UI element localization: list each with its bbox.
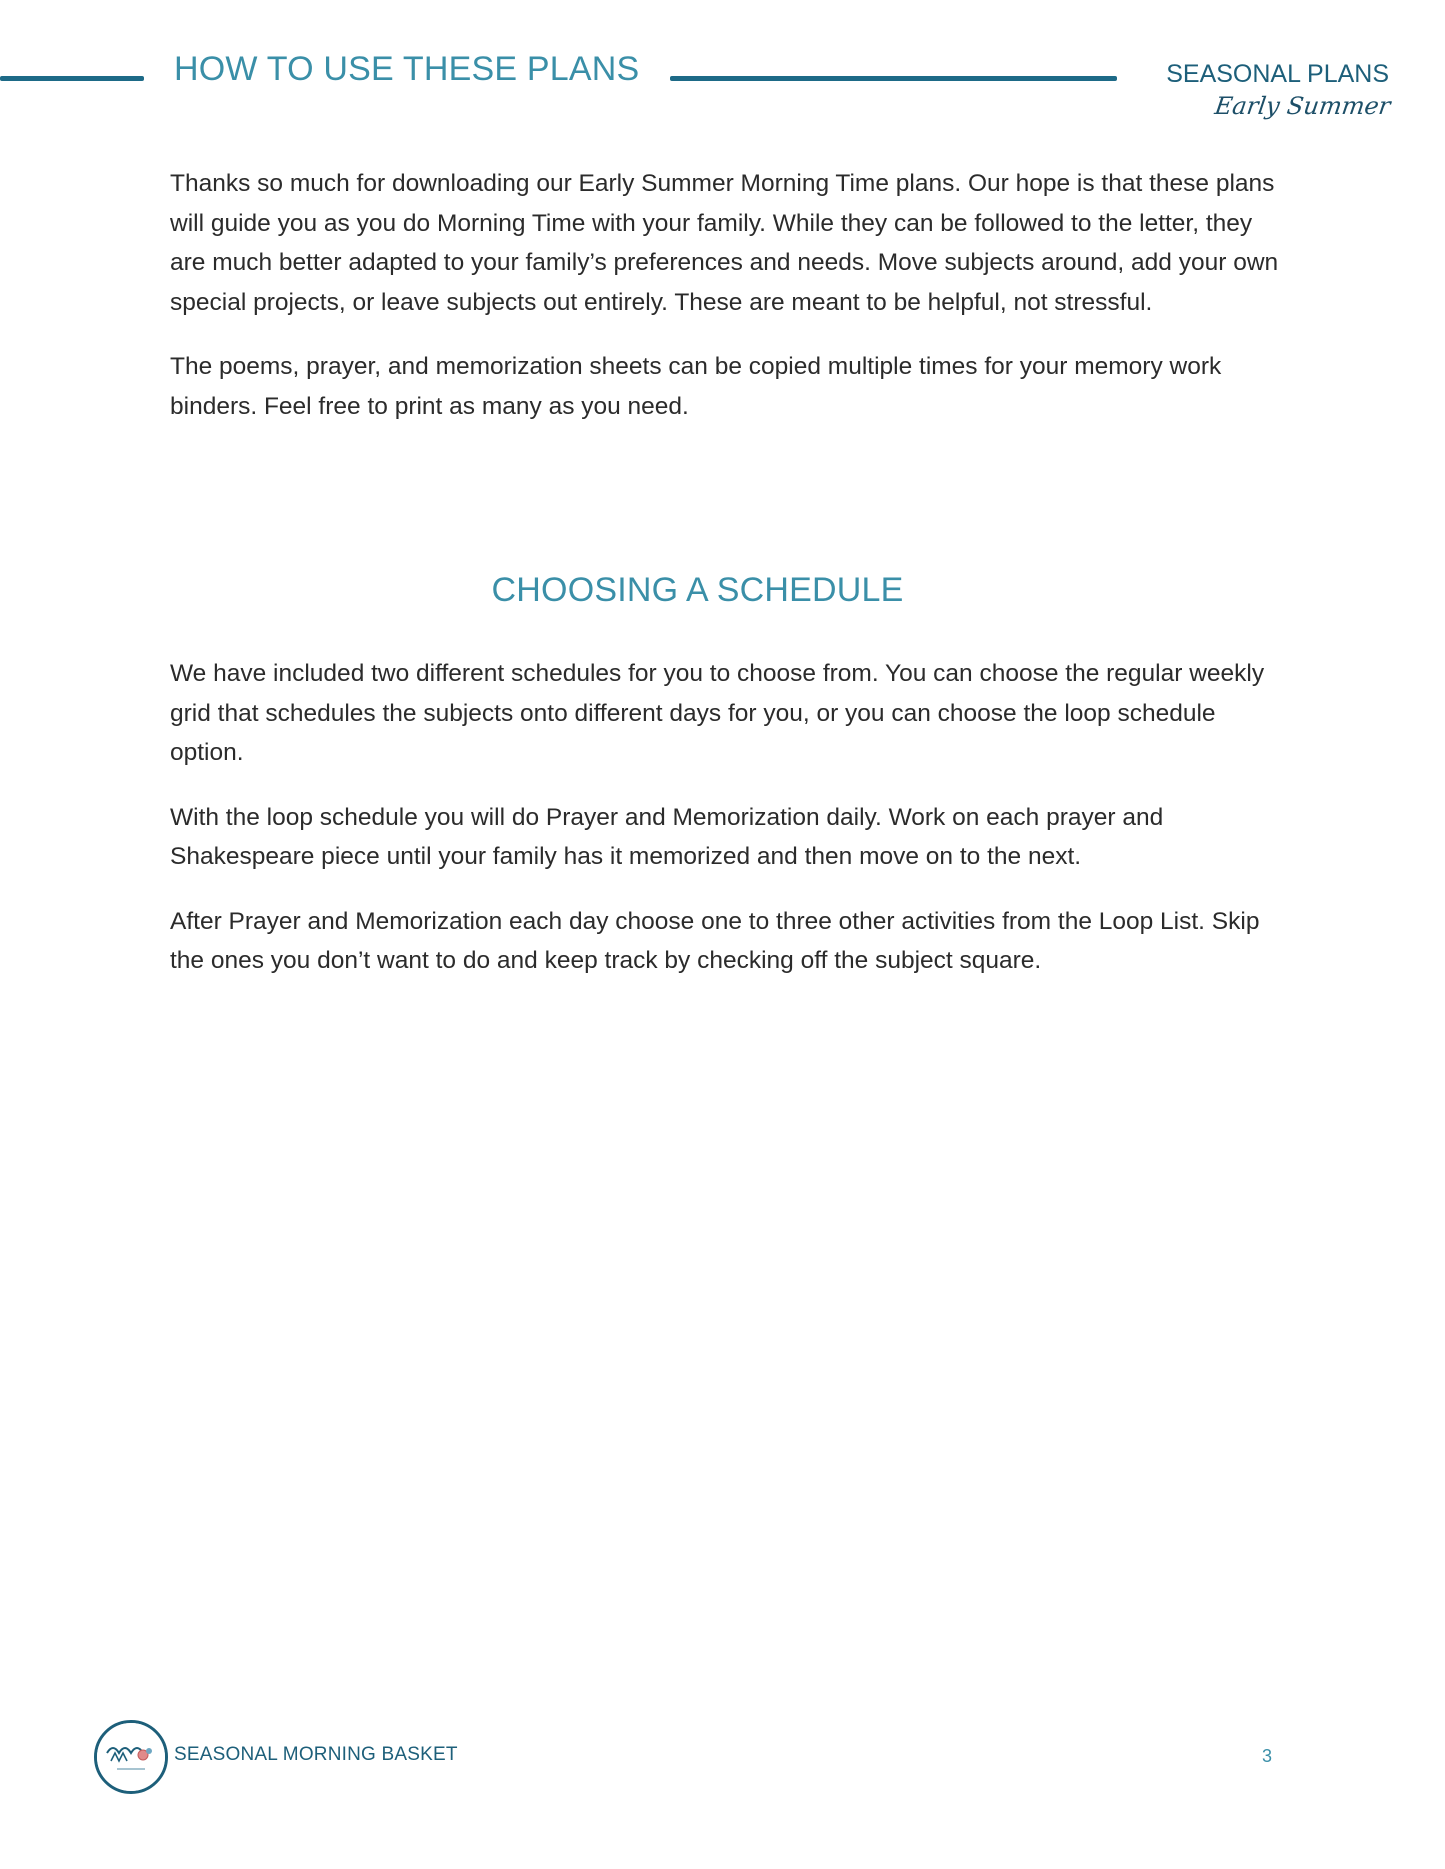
page-number: 3 xyxy=(1261,1746,1272,1766)
schedule-paragraph: After Prayer and Memorization each day choose one to three other activities from the Loop List. Skip the ones you don’t want to do and keep track by checking off the subject square. xyxy=(170,907,1260,974)
intro-section xyxy=(170,164,1280,426)
intro-paragraph: The poems, prayer, and memorization sheets can be copied multiple times for your memory work binders. Feel free to print as many as you need. xyxy=(170,353,1222,420)
schedule-paragraph: We have included two different schedules for you to choose from. You can choose the regular weekly grid that schedules the subjects onto different days for you, or you can choose the loop schedule option. xyxy=(170,660,1265,766)
series-title: SEASONAL PLANS xyxy=(1166,60,1389,88)
series-subtitle: Early Summer xyxy=(1212,92,1392,120)
page-title: HOW TO USE THESE PLANS xyxy=(174,50,640,88)
schedule-paragraph: With the loop schedule you will do Prayer and Memorization daily. Work on each prayer and Shakespeare piece until your family has it memorized and then move on to the next. xyxy=(170,803,1164,870)
footer-brand: SEASONAL MORNING BASKET xyxy=(174,1744,458,1765)
header-rule-left xyxy=(0,76,144,81)
schedule-section xyxy=(170,654,1280,981)
header-rule-right xyxy=(670,76,1117,81)
intro-paragraph: Thanks so much for downloading our Early Summer Morning Time plans. Our hope is that these plans will guide you as you do Morning Time with your family. While they can be followed to the letter, they are much better adapted to your family’s preferences and needs. Move subjects around, add your own special projects, or leave subjects out entirely. These are meant to be helpful, not stressful. xyxy=(170,170,1279,316)
section-heading-text: CHOOSING A SCHEDULE xyxy=(491,571,904,609)
brand-logo-icon xyxy=(94,1720,168,1794)
section-heading xyxy=(0,571,1445,610)
